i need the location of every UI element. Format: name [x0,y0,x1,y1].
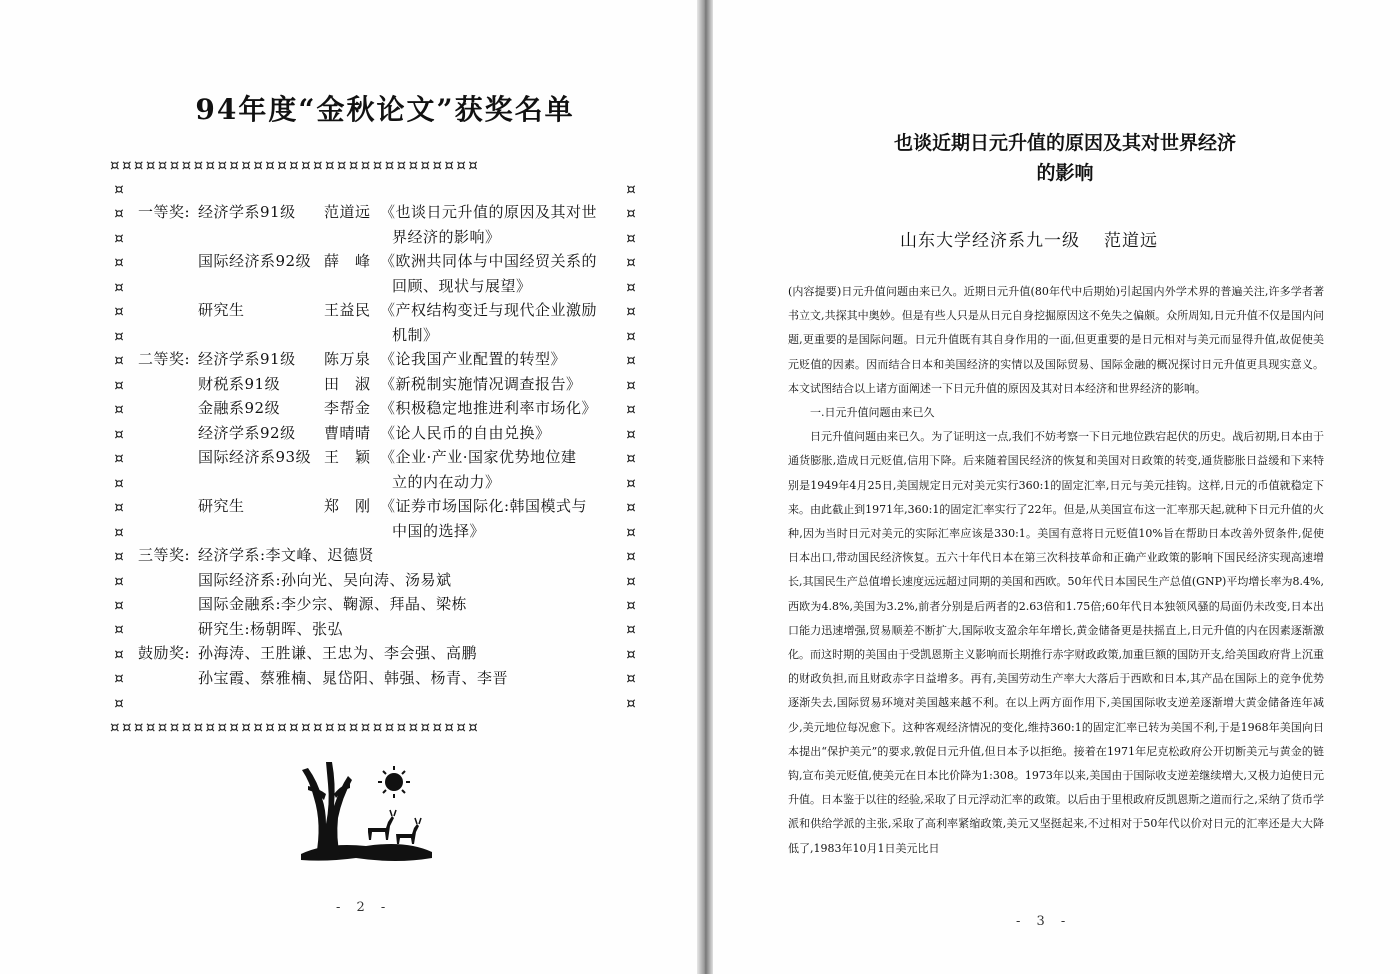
frame-ornament: ¤ [114,498,124,517]
award-department: 财税系91级 [198,374,281,393]
frame-ornament: ¤ [626,595,636,614]
frame-ornament: ¤ [114,620,124,639]
frame-ornament: ¤ [114,302,124,321]
award-level-label: 二等奖: [138,350,191,368]
award-paper-title: 《论我国产业配置的转型》 [380,350,567,368]
frame-ornament: ¤ [114,669,124,688]
article-title-line-2: 的影响 [1036,162,1094,184]
award-department: 国际经济系93级 [198,448,312,466]
frame-ornament: ¤ [626,302,636,321]
article-body [788,280,1324,894]
frame-ornament: ¤ [114,375,124,394]
frame-bottom-border: ¤¤¤¤¤¤¤¤¤¤¤¤¤¤¤¤¤¤¤¤¤¤¤¤¤¤¤¤¤¤¤ [110,718,481,736]
award-paper-title: 《欧洲共同体与中国经贸关系的 [380,252,598,270]
frame-ornament: ¤ [114,473,124,492]
award-paper-title: 《证券市场国际化:韩国模式与 [380,497,588,515]
award-department: 经济学系91级 [198,350,296,368]
award-paper-title-continued: 回顾、现状与展望》 [392,276,532,295]
frame-ornament: ¤ [626,400,636,419]
frame-ornament: ¤ [626,424,636,443]
award-department: 国际经济系92级 [198,252,312,270]
frame-ornament: ¤ [114,547,124,566]
frame-right-border [622,180,640,712]
frame-ornament: ¤ [626,571,636,590]
frame-ornament: ¤ [114,424,124,443]
frame-ornament: ¤ [114,595,124,614]
award-paper-title: 《也谈日元升值的原因及其对世 [380,203,598,221]
frame-ornament: ¤ [626,547,636,566]
award-paper-title-continued: 中国的选择》 [392,521,486,540]
frame-ornament: ¤ [626,180,636,198]
award-author-name: 曹晴晴 [324,423,371,442]
award-department: 研究生:杨朝晖、张弘 [198,619,344,638]
award-paper-title-continued: 立的内在动力》 [392,472,501,491]
frame-ornament: ¤ [114,693,124,712]
author-affiliation: 山东大学经济系九一级 [900,231,1080,251]
frame-ornament: ¤ [626,669,636,688]
award-paper-title: 《产权结构变迁与现代企业激励 [380,301,598,319]
frame-ornament: ¤ [114,449,124,468]
frame-ornament: ¤ [626,228,636,247]
frame-ornament: ¤ [114,400,124,419]
frame-ornament: ¤ [626,644,636,663]
award-author-name: 王 颖 [324,448,371,466]
book-gutter [697,0,713,974]
frame-ornament: ¤ [626,498,636,517]
frame-ornament: ¤ [626,473,636,492]
frame-ornament: ¤ [114,351,124,370]
award-department: 研究生 [198,301,245,319]
award-department: 经济学系91级 [198,203,296,221]
frame-ornament: ¤ [626,693,636,712]
abstract-paragraph: (内容提要)日元升值问题由来已久。近期日元升值(80年代中后期始)引起国内外学术界的普遍关注,许多学者著书立文,共探其中奥妙。但是有些人只是从日元自身挖掘原因这不免失之偏颇。众所周知,日元升值不仅是国内问题,更重要的是国际问题。日元升值既有其自身作用的一面,但更重要的是日元相对与美元而显得升值,故促使美元贬值的因素。因而结合日本和美国经济的实情以及国际贸易、国际金融的概况探讨日元升值更具现实意义。本文试图结合以上诸方面阐述一下日元升值的原因及其对日本经济和世界经济的影响。 [788,285,1324,395]
frame-ornament: ¤ [626,375,636,394]
award-paper-title: 《积极稳定地推进利率市场化》 [380,399,598,417]
tree-deer-sun-illustration [296,754,436,866]
award-author-name: 李帮金 [324,399,371,417]
frame-ornament: ¤ [626,253,636,272]
award-level-label: 三等奖: [138,546,191,564]
frame-top-border: ¤¤¤¤¤¤¤¤¤¤¤¤¤¤¤¤¤¤¤¤¤¤¤¤¤¤¤¤¤¤¤ [110,156,481,174]
author-line [900,226,1230,251]
frame-left-border [110,180,128,712]
frame-ornament: ¤ [114,571,124,590]
frame-ornament: ¤ [114,277,124,296]
award-department: 国际金融系:李少宗、鞠源、拜晶、梁栋 [198,595,468,613]
frame-ornament: ¤ [114,228,124,247]
award-paper-title: 《论人民币的自由兑换》 [380,423,551,442]
page-number: - 2 - [336,900,392,915]
frame-ornament: ¤ [114,522,124,541]
award-paper-title: 《企业·产业·国家优势地位建 [380,448,577,466]
frame-ornament: ¤ [626,277,636,296]
award-department: 孙宝霞、蔡雅楠、晁岱阳、韩强、杨青、李晋 [198,668,509,687]
frame-ornament: ¤ [626,449,636,468]
left-page [0,0,697,974]
award-author-name: 薛 峰 [324,252,371,270]
article-title-line-1: 也谈近期日元升值的原因及其对世界经济 [893,132,1236,154]
award-department: 经济学系92级 [198,423,296,442]
frame-ornament: ¤ [114,204,124,223]
award-author-name: 陈万泉 [324,350,371,368]
section-heading: 一.日元升值问题由来已久 [810,406,935,420]
frame-ornament: ¤ [626,204,636,223]
award-level-label: 一等奖: [138,203,191,221]
frame-ornament: ¤ [114,180,124,198]
award-department: 国际经济系:孙向光、吴向涛、汤易斌 [198,570,452,589]
award-department: 研究生 [198,497,245,515]
award-author-name: 王益民 [324,301,371,319]
award-list-title: 94年度“金秋论文”获奖名单 [195,93,575,126]
award-author-name: 范道远 [324,203,371,221]
frame-ornament: ¤ [626,326,636,345]
article-title [830,128,1300,188]
page-number: - 3 - [1016,914,1072,929]
frame-ornament: ¤ [626,522,636,541]
award-author-name: 郑 刚 [324,497,371,515]
frame-ornament: ¤ [114,253,124,272]
award-department: 经济学系:李文峰、迟德贤 [198,546,375,564]
award-department: 孙海涛、王胜谦、王忠为、李会强、高鹏 [198,644,478,662]
award-paper-title: 《新税制实施情况调查报告》 [380,374,582,393]
frame-ornament: ¤ [626,620,636,639]
award-level-label: 鼓励奖: [138,644,191,662]
frame-ornament: ¤ [114,326,124,345]
award-department: 金融系92级 [198,399,281,417]
award-paper-title-continued: 界经济的影响》 [392,227,501,246]
award-author-name: 田 淑 [324,374,371,393]
award-paper-title-continued: 机制》 [392,325,439,344]
author-name: 范道远 [1104,231,1158,251]
frame-ornament: ¤ [114,644,124,663]
frame-ornament: ¤ [626,351,636,370]
body-paragraph: 日元升值问题由来已久。为了证明这一点,我们不妨考察一下日元地位跌宕起伏的历史。战后初期,日本由于通货膨胀,造成日元贬值,信用下降。后来随着国民经济的恢复和美国对日政策的转变,通货膨胀日益缓和下来特别是1949年4月25日,美国规定日元对美元实行360:1的固定汇率,日元与美元挂钩。这样,日元的币值就稳定下来。由此截止到1971年,360:1的固定汇率实行了22年。但是,从美国宣布这一汇率那天起,就种下日元升值的火种,因为当时日元对美元的实际汇率应该是330:1。美国有意将日元贬值10%旨在帮助日本改善外贸条件,促使日本出口,带动国民经济恢复。五六十年代日本在第三次科技革命和正确产业政策的影响下国民经济实现高速增长,其国民生产总值增长速度远远超过同期的美国和西欧。50年代日本国民生产总值(GNP)平均增长率为8.4%,西欧为4.8%,美国为3.2%,前者分别是后两者的2.63倍和1.75倍;60年代日本独领风骚的局面仍未改变,日本出口能力迅速增强,贸易顺差不断扩大,国际收支盈余年年增长,黄金储备更是扶摇直上,日元升值的内在因素逐渐激化。而这时期的美国由于受凯恩斯主义影响而长期推行赤字财政政策,加重巨额的国防开支,给美国政府背上沉重的财政负担,而且财政赤字日益增多。再有,美国劳动生产率大大落后于西欧和日本,其产品在国际上的竞争优势逐渐失去,国际贸易环境对美国越来越不利。在以上两方面作用下,美国国际收支逆差逐渐增大黄金储备连年减少,美元地位每况愈下。这种客观经济情况的变化,维持360:1的固定汇率已转为美国不利,于是1968年美国向日本提出“保护美元”的要求,敦促日元升值,但日本予以拒绝。接着在1971年尼克松政府公开切断美元与黄金的链钩,宣布美元贬值,使美元在日本比价降为1:308。1973年以来,美国由于国际收支逆差继续增大,又极力迫使日元升值。日本鉴于以往的经验,采取了日元浮动汇率的政策。以后由于里根政府反凯恩斯之道而行之,采纳了货币学派和供给学派的主张,采取了高利率紧缩政策,美元又坚挺起来,不过相对于50年代以价对日元的汇率还是大大降低了,1983年10月1日美元比日 [788,430,1324,855]
